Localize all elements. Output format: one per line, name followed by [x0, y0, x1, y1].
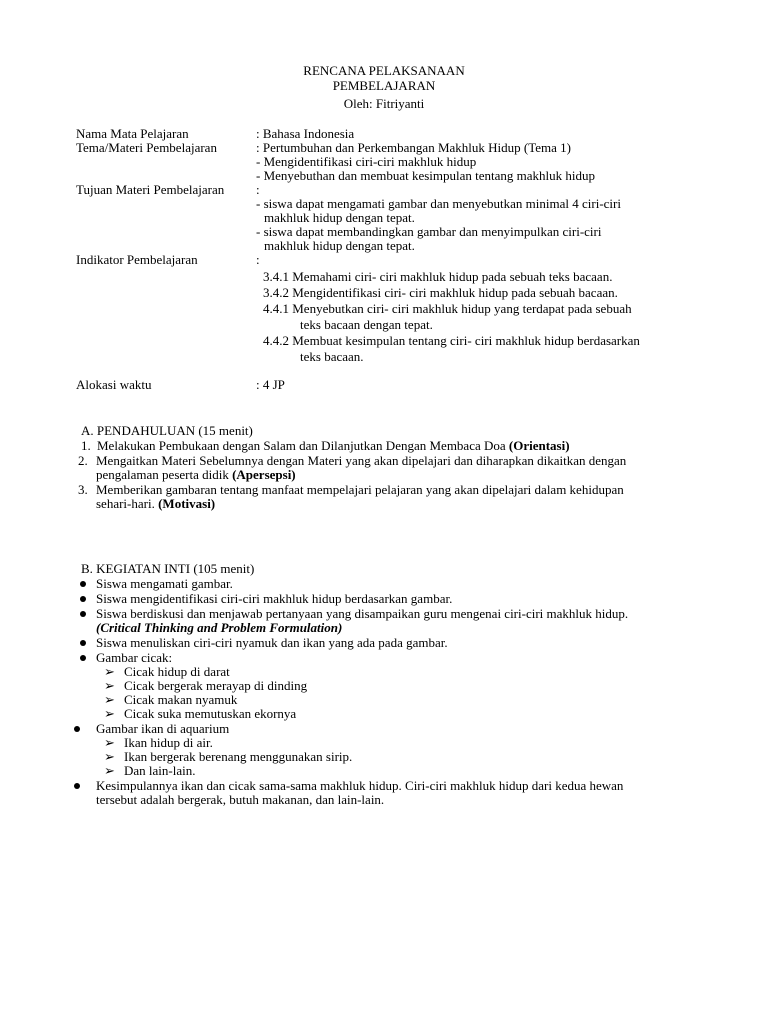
arrow-bullet-icon: ➢ — [104, 735, 115, 750]
arrow-bullet-icon: ➢ — [104, 692, 115, 707]
bullet-dot-icon — [80, 640, 86, 646]
inti-bullet-4: Siswa menuliskan ciri-ciri nyamuk dan ikan yang ada pada gambar. — [96, 635, 448, 650]
tema-sub-1: - Mengidentifikasi ciri-ciri makhluk hidup — [256, 154, 477, 169]
ikan-item-2: Ikan bergerak berenang menggunakan sirip. — [124, 749, 353, 764]
pendahuluan-number-3: 3. — [78, 482, 88, 497]
pendahuluan-item-1 — [97, 438, 570, 453]
inti-bullet-3-tag: (Critical Thinking and Problem Formulation) — [96, 620, 343, 635]
cicak-item-4: Cicak suka memutuskan ekornya — [124, 706, 297, 721]
tujuan-2b: makhluk hidup dengan tepat. — [264, 238, 415, 253]
arrow-bullet-icon: ➢ — [104, 706, 115, 721]
mapel-value: : Bahasa Indonesia — [256, 126, 355, 141]
arrow-bullet-icon: ➢ — [104, 664, 115, 679]
tujuan-1a: - siswa dapat mengamati gambar dan menyebutkan minimal 4 ciri-ciri — [256, 196, 621, 211]
pendahuluan-item-3a: Memberikan gambaran tentang manfaat mempelajari pelajaran yang akan dipelajari dalam kehidupan — [96, 482, 624, 497]
tujuan-2a: - siswa dapat membandingkan gambar dan menyimpulkan ciri-ciri — [256, 224, 602, 239]
inti-heading: B. KEGIATAN INTI (105 menit) — [81, 561, 255, 576]
pendahuluan-item-1-tag: (Orientasi) — [508, 438, 570, 453]
tema-value: : Pertumbuhan dan Perkembangan Makhluk Hidup (Tema 1) — [256, 140, 571, 155]
indikator-1: 3.4.1 Memahami ciri- ciri makhluk hidup pada sebuah teks bacaan. — [263, 269, 613, 284]
inti-bullet-6: Gambar ikan di aquarium — [96, 721, 230, 736]
inti-bullet-5: Gambar cicak: — [96, 650, 173, 665]
cicak-item-3: Cicak makan nyamuk — [124, 692, 238, 707]
pendahuluan-item-2-tag: (Apersepsi) — [232, 467, 296, 482]
tujuan-1b: makhluk hidup dengan tepat. — [264, 210, 415, 225]
cicak-item-2: Cicak bergerak merayap di dinding — [124, 678, 308, 693]
arrow-bullet-icon: ➢ — [104, 749, 115, 764]
title-line-2: PEMBELAJARAN — [332, 78, 436, 93]
bullet-dot-icon — [80, 611, 86, 617]
pendahuluan-item-3-tag: (Motivasi) — [158, 496, 216, 511]
pendahuluan-item-2b — [96, 467, 296, 482]
indikator-4a: 4.4.2 Membuat kesimpulan tentang ciri- ciri makhluk hidup berdasarkan — [263, 333, 640, 348]
indikator-4b: teks bacaan. — [300, 349, 364, 364]
pendahuluan-item-2a: Mengaitkan Materi Sebelumnya dengan Materi yang akan dipelajari dan diharapkan dikaitkan dengan — [96, 453, 627, 468]
pendahuluan-item-1-text: Melakukan Pembukaan dengan Salam dan Dilanjutkan Dengan Membaca Doa — [97, 438, 506, 453]
inti-bullet-1: Siswa mengamati gambar. — [96, 576, 233, 591]
tujuan-colon: : — [256, 182, 260, 197]
indikator-3b: teks bacaan dengan tepat. — [300, 317, 433, 332]
bullet-dot-icon — [80, 596, 86, 602]
ikan-item-1: Ikan hidup di air. — [124, 735, 213, 750]
arrow-bullet-icon: ➢ — [104, 763, 115, 778]
bullet-dot-icon — [74, 783, 80, 789]
indikator-2: 3.4.2 Mengidentifikasi ciri- ciri makhluk hidup pada sebuah bacaan. — [263, 285, 618, 300]
pendahuluan-heading: A. PENDAHULUAN (15 menit) — [81, 423, 253, 438]
ikan-item-3: Dan lain-lain. — [124, 763, 196, 778]
arrow-bullet-icon: ➢ — [104, 678, 115, 693]
pendahuluan-item-3b-text: sehari-hari. — [96, 496, 155, 511]
inti-bullet-7b: tersebut adalah bergerak, butuh makanan, dan lain-lain. — [96, 792, 385, 807]
indikator-colon: : — [256, 252, 260, 267]
title-line-1: RENCANA PELAKSANAAN — [303, 63, 465, 78]
pendahuluan-item-2b-text: pengalaman peserta didik — [96, 467, 229, 482]
tema-label: Tema/Materi Pembelajaran — [76, 140, 217, 155]
pendahuluan-item-3b — [96, 496, 215, 511]
indikator-3a: 4.4.1 Menyebutkan ciri- ciri makhluk hidup yang terdapat pada sebuah — [263, 301, 632, 316]
bullet-dot-icon — [80, 581, 86, 587]
inti-bullet-3: Siswa berdiskusi dan menjawab pertanyaan yang disampaikan guru mengenai ciri-ciri makhluk hidup. — [96, 606, 629, 621]
alokasi-value: : 4 JP — [256, 377, 285, 392]
cicak-item-1: Cicak hidup di darat — [124, 664, 230, 679]
indikator-label: Indikator Pembelajaran — [76, 252, 198, 267]
mapel-label: Nama Mata Pelajaran — [76, 126, 189, 141]
pendahuluan-number-1: 1. — [81, 438, 91, 453]
inti-bullet-7a: Kesimpulannya ikan dan cicak sama-sama makhluk hidup. Ciri-ciri makhluk hidup dari kedua hewan — [96, 778, 624, 793]
bullet-dot-icon — [80, 655, 86, 661]
author-line: Oleh: Fitriyanti — [343, 96, 425, 111]
bullet-dot-icon — [74, 726, 80, 732]
tujuan-label: Tujuan Materi Pembelajaran — [76, 182, 225, 197]
inti-bullet-2: Siswa mengidentifikasi ciri-ciri makhluk hidup berdasarkan gambar. — [96, 591, 453, 606]
tema-sub-2: - Menyebuthan dan membuat kesimpulan tentang makhluk hidup — [256, 168, 596, 183]
alokasi-label: Alokasi waktu — [76, 377, 152, 392]
pendahuluan-number-2: 2. — [78, 453, 88, 468]
